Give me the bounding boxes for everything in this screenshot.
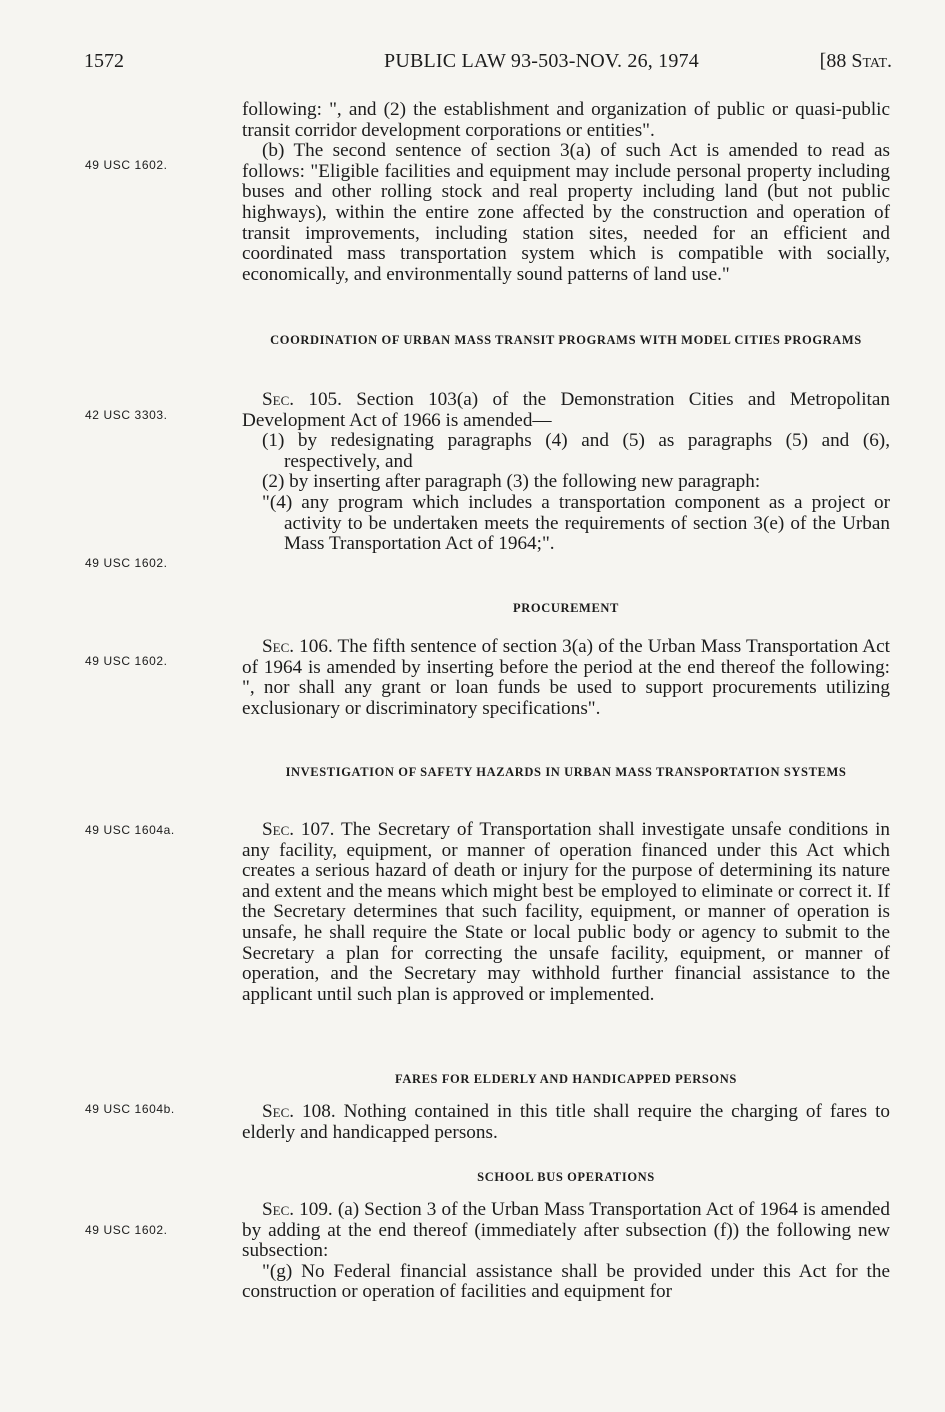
margin-citation: 49 USC 1604a.	[85, 823, 175, 837]
section-108	[242, 1102, 890, 1143]
statute-reference: [88 Stat.	[819, 50, 892, 72]
section-107	[242, 820, 890, 1005]
section-label: Sec. 105.	[262, 389, 342, 410]
clause: (1) by redesignating paragraphs (4) and (5) as paragraphs (5) and (6), respectively, and	[262, 430, 890, 472]
clause: (2) by inserting after paragraph (3) the following new paragraph:	[262, 471, 761, 493]
page-header	[84, 50, 892, 80]
section-text: (a) Section 3 of the Urban Mass Transportation Act of 1964 is amended by adding at the end thereof (immediately after subsection (f)) the following new subsection:	[242, 1199, 890, 1262]
section-heading: INVESTIGATION OF SAFETY HAZARDS IN URBAN MASS TRANSPORTATION SYSTEMS	[285, 765, 847, 779]
section-text: Nothing contained in this title shall require the charging of fares to elderly and handicapped persons.	[242, 1101, 890, 1143]
text-paragraph: following: ", and (2) the establishment and organization of public or quasi-public transit corridor development corporations or entities".	[242, 99, 890, 141]
section-heading: FARES FOR ELDERLY AND HANDICAPPED PERSONS	[395, 1072, 737, 1086]
section-label: Sec. 107.	[262, 819, 335, 840]
margin-citation: 42 USC 3303.	[85, 408, 168, 422]
section-105	[242, 390, 890, 555]
margin-citation: 49 USC 1602.	[85, 556, 168, 570]
margin-citation: 49 USC 1602.	[85, 158, 168, 172]
section-heading: COORDINATION OF URBAN MASS TRANSIT PROGRAMS WITH MODEL CITIES PROGRAMS	[270, 333, 862, 347]
margin-citation: 49 USC 1602.	[85, 1223, 168, 1237]
section-label: Sec. 109.	[262, 1199, 333, 1220]
section-text: Section 103(a) of the Demonstration Cities and Metropolitan Development Act of 1966 is amended—	[242, 389, 890, 431]
section-label: Sec. 106.	[262, 636, 333, 657]
section-heading: SCHOOL BUS OPERATIONS	[477, 1170, 655, 1184]
section-heading: PROCUREMENT	[513, 601, 619, 615]
section-109	[242, 1200, 890, 1303]
running-title: PUBLIC LAW 93-503-NOV. 26, 1974	[384, 50, 699, 72]
margin-citation: 49 USC 1602.	[85, 654, 168, 668]
section-text: The fifth sentence of section 3(a) of the Urban Mass Transportation Act of 1964 is amended by inserting before the period at the end thereof the following: ", nor shall any grant or loan funds be used to support procurements utilizing exclusionary or discriminatory specifications".	[242, 636, 891, 719]
inserted-paragraph: "(4) any program which includes a transportation component as a project or activity to be undertaken meets the requirements of section 3(e) of the Urban Mass Transportation Act of 1964;".	[262, 491, 890, 555]
margin-citation: 49 USC 1604b.	[85, 1102, 175, 1116]
section-106	[242, 637, 890, 719]
page-number: 1572	[84, 50, 124, 72]
section-text: The Secretary of Transportation shall investigate unsafe conditions in any facility, equipment, or manner of operation financed under this Act which creates a serious hazard of death or injury for the purpose of determining its nature and extent and the means which might best be employed to eliminate or correct it. If the Secretary determines that such facility, equipment, or manner of operation is unsafe, he shall require the State or local public body or agency to submit to the Secretary a plan for correcting the unsafe facility, equipment, or manner of operation, and the Secretary may withhold further financial assistance to the applicant until such plan is approved or implemented.	[242, 819, 891, 1005]
text-paragraph: (b) The second sentence of section 3(a) of such Act is amended to read as follows: "Eligible facilities and equipment may include personal property including buses and other rolling stock and real property including land (but not public highways), within the entire zone affected by the construction and operation of transit improvements, including station sites, needed for an efficient and coordinated mass transportation system which is compatible with socially, economically, and environmentally sound patterns of land use."	[242, 140, 890, 285]
inserted-subsection: "(g) No Federal financial assistance shall be provided under this Act for the construction or operation of facilities and equipment for	[242, 1260, 890, 1303]
section-label: Sec. 108.	[262, 1101, 336, 1122]
paragraph-continuation	[242, 100, 890, 285]
